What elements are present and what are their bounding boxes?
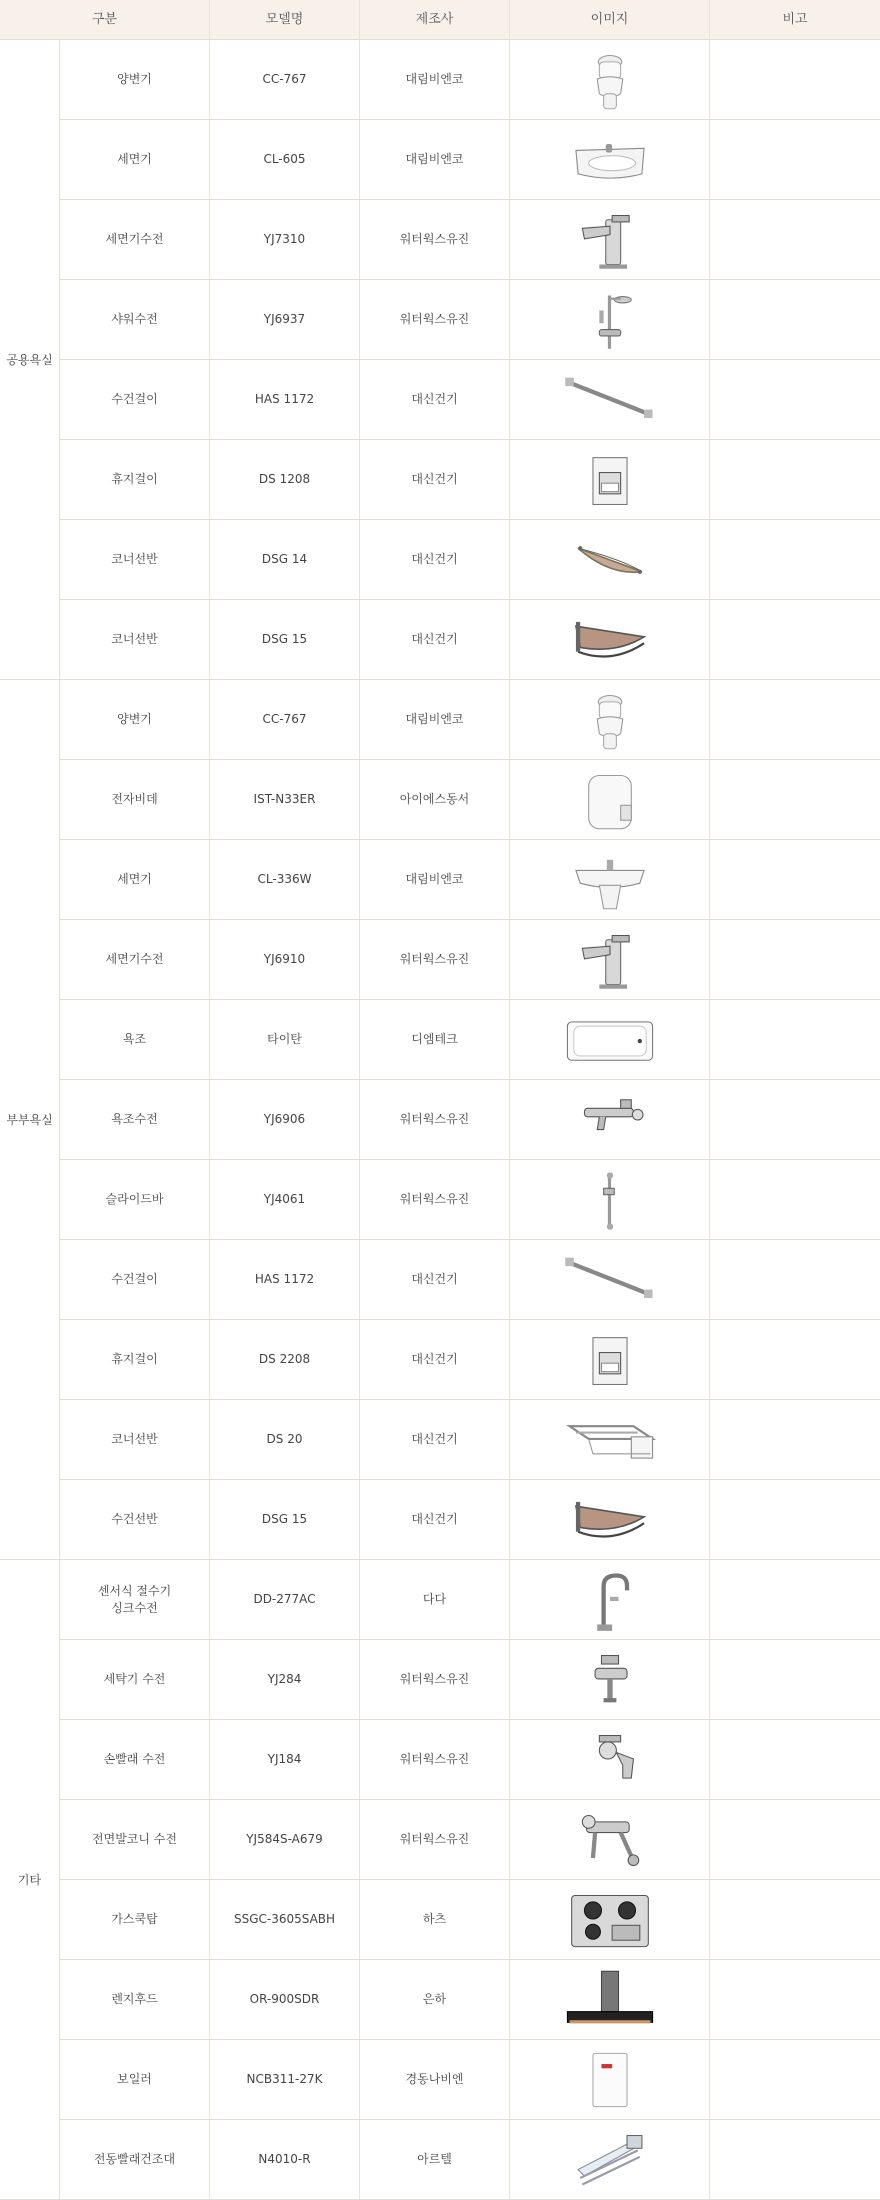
category-cell: 기타 [0,1560,60,2200]
note-cell [710,200,880,279]
manufacturer-cell: 워터웍스유진 [360,1720,510,1799]
model-name-cell: YJ184 [210,1720,360,1799]
table-row [60,1240,880,1320]
product-image-cell [510,1960,710,2039]
note-cell [710,1480,880,1559]
table-row [60,600,880,680]
product-image-cell [510,1400,710,1479]
table-row [60,40,880,120]
model-name-cell: NCB311-27K [210,2040,360,2119]
manufacturer-cell: 대신건기 [360,520,510,599]
towel-rack-icon [555,1407,665,1473]
manufacturer-cell: 워터웍스유진 [360,1080,510,1159]
manufacturer-cell: 경동나비엔 [360,2040,510,2119]
model-name-cell: YJ284 [210,1640,360,1719]
table-row [60,760,880,840]
product-image-cell [510,120,710,199]
header-maker: 제조사 [360,0,510,40]
model-name-cell: OR-900SDR [210,1960,360,2039]
note-cell [710,1560,880,1639]
slide-bar-icon [555,1167,665,1233]
product-image-cell [510,1080,710,1159]
item-name-cell: 세면기 [60,840,210,919]
table-header [0,0,880,40]
item-name-cell: 세면기수전 [60,920,210,999]
model-name-cell: CC-767 [210,40,360,119]
model-name-cell: YJ6937 [210,280,360,359]
manufacturer-cell: 디엠테크 [360,1000,510,1079]
note-cell [710,1000,880,1079]
header-category: 구분 [0,0,210,40]
bidet-icon [555,767,665,833]
manufacturer-cell: 대신건기 [360,600,510,679]
model-name-cell: YJ6906 [210,1080,360,1159]
table-row [60,520,880,600]
manufacturer-cell: 대신건기 [360,1400,510,1479]
table-row [60,1880,880,1960]
model-name-cell: YJ584S-A679 [210,1800,360,1879]
note-cell [710,1400,880,1479]
table-row [60,920,880,1000]
wall-tap-icon [555,1727,665,1793]
model-name-cell: DSG 14 [210,520,360,599]
product-image-cell [510,280,710,359]
note-cell [710,1160,880,1239]
note-cell [710,40,880,119]
manufacturer-cell: 대림비엔코 [360,120,510,199]
item-name-cell: 수건걸이 [60,1240,210,1319]
note-cell [710,1320,880,1399]
note-cell [710,120,880,199]
item-name-cell: 욕조 [60,1000,210,1079]
manufacturer-cell: 은하 [360,1960,510,2039]
manufacturer-cell: 다다 [360,1560,510,1639]
manufacturer-cell: 워터웍스유진 [360,200,510,279]
item-name-cell: 욕조수전 [60,1080,210,1159]
note-cell [710,280,880,359]
washbasin-icon [555,127,665,193]
table-row [60,1800,880,1880]
item-name-cell: 세면기 [60,120,210,199]
sink-faucet-icon [555,1567,665,1633]
table-row [60,1080,880,1160]
manufacturer-cell: 대림비엔코 [360,40,510,119]
manufacturer-cell: 대신건기 [360,360,510,439]
item-name-cell: 양변기 [60,40,210,119]
manufacturer-cell: 대신건기 [360,440,510,519]
note-cell [710,760,880,839]
table-row [60,1560,880,1640]
product-image-cell [510,1800,710,1879]
note-cell [710,1960,880,2039]
toilet-icon [555,47,665,113]
product-image-cell [510,1480,710,1559]
note-cell [710,920,880,999]
note-cell [710,360,880,439]
model-name-cell: YJ4061 [210,1160,360,1239]
model-name-cell: SSGC-3605SABH [210,1880,360,1959]
manufacturer-cell: 대신건기 [360,1320,510,1399]
table-row [60,680,880,760]
model-name-cell: IST-N33ER [210,760,360,839]
washer-tap-icon [555,1647,665,1713]
item-name-cell: 코너선반 [60,600,210,679]
manufacturer-cell: 대신건기 [360,1240,510,1319]
laundry-dryer-icon [555,2127,665,2193]
note-cell [710,1240,880,1319]
table-row [60,1400,880,1480]
product-image-cell [510,1160,710,1239]
manufacturer-cell: 대림비엔코 [360,840,510,919]
product-image-cell [510,2040,710,2119]
manufacturer-cell: 아르텔 [360,2120,510,2199]
range-hood-icon [555,1967,665,2033]
item-name-cell: 세면기수전 [60,200,210,279]
product-image-cell [510,200,710,279]
model-name-cell: YJ6910 [210,920,360,999]
shower-set-icon [555,287,665,353]
table-row [60,2040,880,2120]
item-name-cell: 코너선반 [60,520,210,599]
product-image-cell [510,40,710,119]
model-name-cell: CC-767 [210,680,360,759]
product-image-cell [510,840,710,919]
toilet-icon [555,687,665,753]
product-image-cell [510,1640,710,1719]
item-name-cell: 전자비데 [60,760,210,839]
gas-cooktop-icon [555,1887,665,1953]
manufacturer-cell: 워터웍스유진 [360,1640,510,1719]
towel-bar-icon [555,1247,665,1313]
note-cell [710,1720,880,1799]
manufacturer-cell: 워터웍스유진 [360,280,510,359]
header-note: 비고 [782,12,808,27]
model-name-cell: DS 2208 [210,1320,360,1399]
note-cell [710,1640,880,1719]
category-cell: 부부욕실 [0,680,60,1560]
product-image-cell [510,1560,710,1639]
product-image-cell [510,680,710,759]
table-row [60,1320,880,1400]
boiler-icon [555,2047,665,2113]
product-image-cell [510,1320,710,1399]
model-name-cell: HAS 1172 [210,360,360,439]
basin-faucet-icon [555,207,665,273]
note-cell [710,520,880,599]
item-name-cell: 코너선반 [60,1400,210,1479]
item-name-cell: 양변기 [60,680,210,759]
note-cell [710,440,880,519]
table-row [60,440,880,520]
table-row [60,120,880,200]
product-image-cell [510,600,710,679]
model-name-cell: YJ7310 [210,200,360,279]
table-row [60,280,880,360]
item-name-cell: 수건선반 [60,1480,210,1559]
table-row [60,1960,880,2040]
note-cell [710,2040,880,2119]
item-name-cell: 휴지걸이 [60,1320,210,1399]
paper-holder-icon [555,1327,665,1393]
table-row [60,840,880,920]
table-row [60,360,880,440]
note-cell [710,840,880,919]
manufacturer-cell: 워터웍스유진 [360,1160,510,1239]
bathtub-icon [555,1007,665,1073]
corner-shelf-rail-icon [555,1487,665,1553]
item-name-cell: 수건걸이 [60,360,210,439]
model-name-cell: N4010-R [210,2120,360,2199]
note-cell [710,1800,880,1879]
bath-faucet-icon [555,1087,665,1153]
header-image: 이미지 [510,0,710,40]
product-image-cell [510,360,710,439]
product-image-cell [510,2120,710,2199]
corner-shelf-icon [555,527,665,593]
pedestal-basin-icon [555,847,665,913]
product-image-cell [510,920,710,999]
table-row [60,1160,880,1240]
product-image-cell [510,1000,710,1079]
model-name-cell: DD-277AC [210,1560,360,1639]
model-name-cell: DS 1208 [210,440,360,519]
note-cell [710,2120,880,2199]
product-image-cell [510,1240,710,1319]
model-name-cell: 타이탄 [210,1000,360,1079]
item-name-cell: 전면발코니 수전 [60,1800,210,1879]
item-name-cell: 전동빨래건조대 [60,2120,210,2199]
item-name-cell: 보일러 [60,2040,210,2119]
model-name-cell: CL-336W [210,840,360,919]
product-image-cell [510,760,710,839]
manufacturer-cell: 대신건기 [360,1480,510,1559]
balcony-tap-icon [555,1807,665,1873]
model-name-cell: DS 20 [210,1400,360,1479]
model-name-cell: HAS 1172 [210,1240,360,1319]
table-row [60,1000,880,1080]
manufacturer-cell: 대림비엔코 [360,680,510,759]
manufacturer-cell: 워터웍스유진 [360,1800,510,1879]
manufacturer-cell: 아이에스동서 [360,760,510,839]
header-model: 모델명 [210,0,360,40]
model-name-cell: DSG 15 [210,1480,360,1559]
basin-faucet-icon [555,927,665,993]
model-name-cell: DSG 15 [210,600,360,679]
note-cell [710,680,880,759]
product-image-cell [510,1720,710,1799]
note-cell [710,1080,880,1159]
paper-holder-icon [555,447,665,513]
table-row [60,1480,880,1560]
towel-bar-icon [555,367,665,433]
note-cell [710,600,880,679]
note-cell [710,1880,880,1959]
category-cell: 공용욕실 [0,40,60,680]
table-row [60,2120,880,2200]
item-name-cell: 렌지후드 [60,1960,210,2039]
model-name-cell: CL-605 [210,120,360,199]
item-name-cell: 가스쿡탑 [60,1880,210,1959]
item-name-cell: 센서식 절수기 싱크수전 [60,1560,210,1639]
table-row [60,1640,880,1720]
table-row [60,200,880,280]
product-image-cell [510,1880,710,1959]
manufacturer-cell: 워터웍스유진 [360,920,510,999]
item-name-cell: 손빨래 수전 [60,1720,210,1799]
item-name-cell: 샤워수전 [60,280,210,359]
manufacturer-cell: 하츠 [360,1880,510,1959]
item-name-cell: 휴지걸이 [60,440,210,519]
item-name-cell: 슬라이드바 [60,1160,210,1239]
table-row [60,1720,880,1800]
product-image-cell [510,440,710,519]
item-name-cell: 세탁기 수전 [60,1640,210,1719]
product-image-cell [510,520,710,599]
corner-shelf-rail-icon [555,607,665,673]
